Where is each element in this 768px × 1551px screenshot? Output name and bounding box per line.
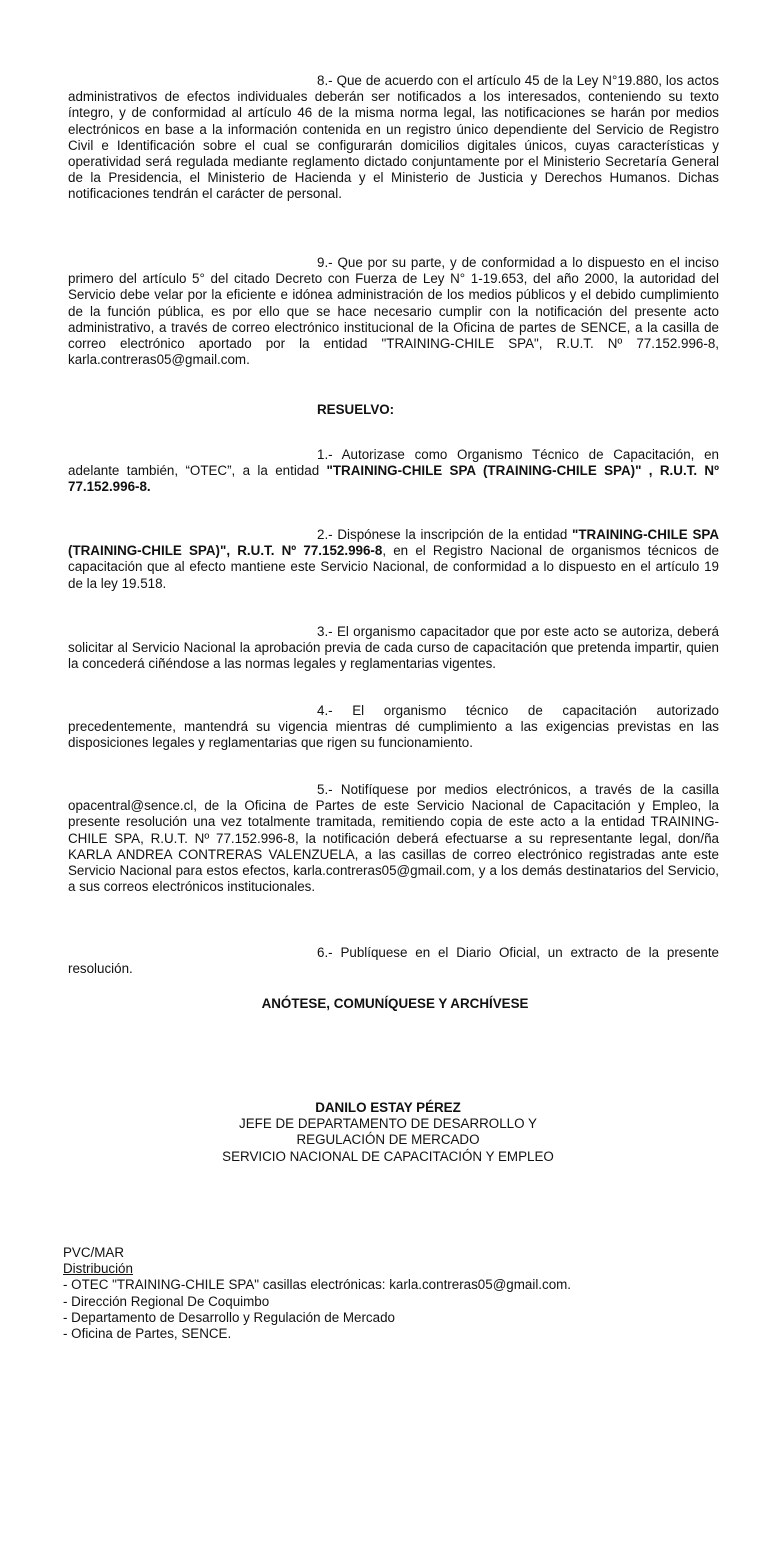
paragraph-9: 9.- Que por su parte, y de conformidad a lo dispuesto en el inciso primero del artículo 5° del citado Decreto con Fuerza de Ley N° 1-19.653, del año 2000, la autoridad del Servicio debe velar por la eficiente e idónea administración de los medios públicos y el debido cumplimiento de la función pública, es por ello que se hace necesario cumplir con la notificación del presente acto administrativo, a través de correo electrónico institucional de la Oficina de partes de SENCE, a la casilla de correo electrónico aportado por la entidad "TRAINING-CHILE SPA", R.U.T. Nº 77.152.996-8, karla.contreras05@gmail.com. <box>68 255 719 368</box>
distribution-item: - OTEC "TRAINING-CHILE SPA" casillas electrónicas: karla.contreras05@gmail.com. <box>63 1277 572 1293</box>
resolution-2-text-end: , en el Registro Nacional de organismos técnicos de capacitación que al efecto mantiene este Servicio Nacional, de conformidad a lo dispuesto en el artículo 19 de la ley 19.518. <box>68 543 719 591</box>
resolution-4: 4.- El organismo técnico de capacitación autorizado precedentemente, mantendrá su vigencia mientras dé cumplimiento a las exigencias previstas en las disposiciones legales y reglamentarias que rigen su funcionamiento. <box>68 703 719 751</box>
resolution-1 <box>68 447 719 496</box>
resolution-2-text: 2.- Dispónese la inscripción de la entidad <box>317 527 573 542</box>
resolution-1-text: 1.- Autorizase como Organismo Técnico de Capacitación, en adelante también, “OTEC”, a la entidad <box>68 447 719 479</box>
initials: PVC/MAR <box>63 1245 125 1260</box>
distribution-item: - Departamento de Desarrollo y Regulación de Mercado <box>63 1309 395 1325</box>
resolution-5: 5.- Notifíquese por medios electrónicos, a través de la casilla opacentral@sence.cl, de la Oficina de Partes de este Servicio Nacional de Capacitación y Empleo, la presente resolución una vez totalmente tramitada, remitiendo copia de este acto a la entidad TRAINING-CHILE SPA, R.U.T. Nº 77.152.996-8, la notificación deberá efectuarse a su representante legal, don/ña KARLA ANDREA CONTRERAS VALENZUELA, a las casillas de correo electrónico registradas ante este Servicio Nacional para estos efectos, karla.contreras05@gmail.com, y a los demás destinatarios del Servicio, a sus correos electrónicos institucionales. <box>68 782 719 895</box>
signature-block <box>0 1100 768 1165</box>
distribution-item: - Oficina de Partes, SENCE. <box>63 1326 232 1342</box>
distribution-heading: Distribución <box>63 1261 133 1277</box>
paragraph-8: 8.- Que de acuerdo con el artículo 45 de la Ley N°19.880, los actos administrativos de efectos individuales deberán ser notificados a los interesados, conteniendo su texto íntegro, y de conformidad al artículo 46 de la misma norma legal, las notificaciones se harán por medios electrónicos en base a la información contenida en un registro único dependiente del Servicio de Registro Civil e Identificación sobre el cual se configurarán domicilios digitales únicos, cuyas características y operatividad será regulada mediante reglamento dictado conjuntamente por el Ministerio Secretaría General de la Presidencia, el Ministerio de Hacienda y el Ministerio de Justicia y Derechos Humanos. Dichas notificaciones tendrán el carácter de personal. <box>68 73 719 202</box>
resolution-1-entity: "TRAINING-CHILE SPA (TRAINING-CHILE SPA)" , R.U.T. Nº 77.152.996-8. <box>68 463 719 495</box>
distribution-block <box>63 1245 753 1342</box>
resolution-6: 6.- Publíquese en el Diario Oficial, un extracto de la presente resolución. <box>68 945 719 977</box>
resolution-2-entity: "TRAINING-CHILE SPA (TRAINING-CHILE SPA)", R.U.T. Nº 77.152.996-8 <box>68 527 719 559</box>
closing-statement: ANÓTESE, COMUNÍQUESE Y ARCHÍVESE <box>261 996 529 1011</box>
resolution-2 <box>68 527 719 592</box>
signatory-title-line-3: SERVICIO NACIONAL DE CAPACITACIÓN Y EMPLEO <box>222 1148 554 1164</box>
resolution-3: 3.- El organismo capacitador que por este acto se autoriza, deberá solicitar al Servicio Nacional la aprobación previa de cada curso de capacitación que pretenda impartir, quien la concederá ciñéndose a las normas legales y reglamentarias vigentes. <box>68 624 719 672</box>
signatory-name: DANILO ESTAY PÉREZ <box>315 1100 461 1115</box>
signatory-title-line-2: REGULACIÓN DE MERCADO <box>296 1132 480 1148</box>
resuelvo-heading: RESUELVO: <box>317 402 395 417</box>
distribution-item: - Dirección Regional De Coquimbo <box>63 1293 270 1309</box>
signatory-title-line-1: JEFE DE DEPARTAMENTO DE DESARROLLO Y <box>239 1116 537 1132</box>
